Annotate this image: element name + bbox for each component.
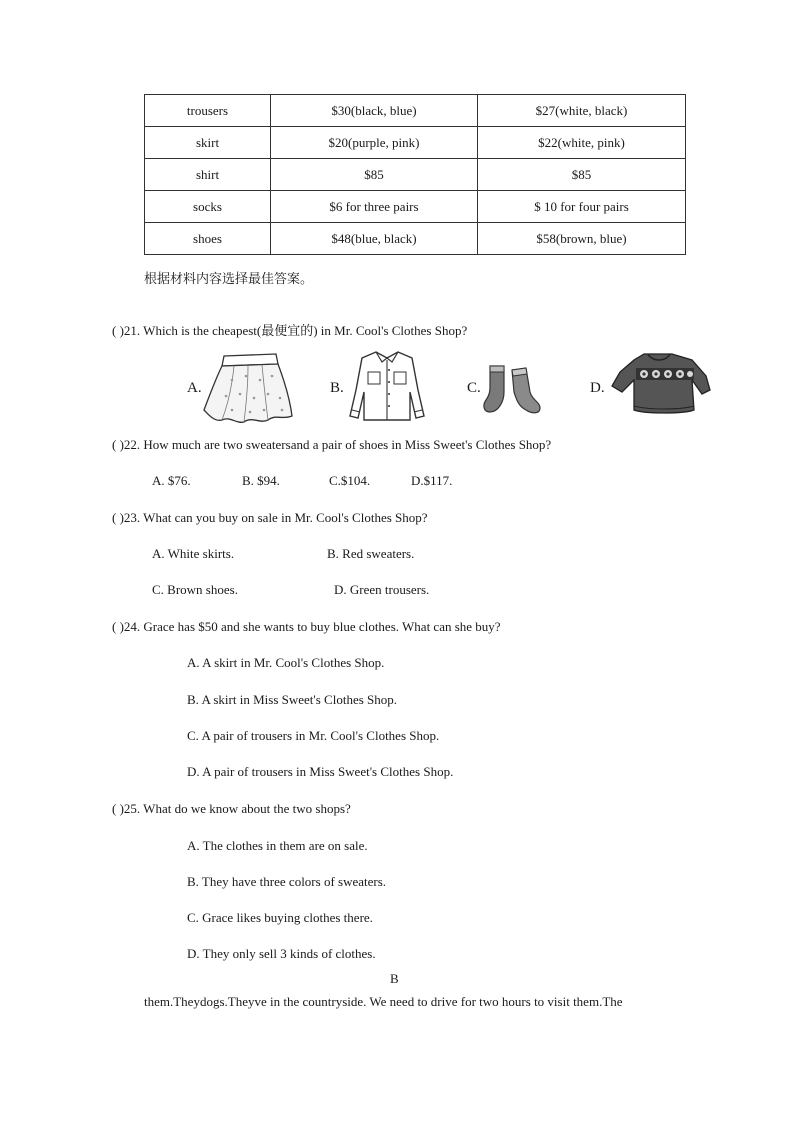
question-25: ( )25. What do we know about the two shops? [112, 801, 351, 816]
table-cell: $30(black, blue) [271, 95, 478, 127]
q24-option-a: A. A skirt in Mr. Cool's Clothes Shop. [187, 655, 385, 670]
q25-option-c: C. Grace likes buying clothes there. [187, 910, 373, 925]
q21-option-c-label: C. [467, 380, 481, 396]
table-cell: trousers [145, 95, 271, 127]
table-cell: shoes [145, 223, 271, 255]
sweater-icon [608, 350, 712, 418]
table-row [145, 223, 686, 255]
table-row [145, 127, 686, 159]
table-row [145, 159, 686, 191]
question-21: ( )21. Which is the cheapest(最便宜的) in Mr. Cool's Clothes Shop? [112, 323, 468, 338]
question-23: ( )23. What can you buy on sale in Mr. Cool's Clothes Shop? [112, 510, 428, 525]
question-22: ( )22. How much are two sweatersand a pair of shoes in Miss Sweet's Clothes Shop? [112, 437, 552, 452]
q23-option-c: C. Brown shoes. [152, 582, 238, 597]
table-cell: $20(purple, pink) [271, 127, 478, 159]
table-cell: $58(brown, blue) [478, 223, 686, 255]
q25-option-d: D. They only sell 3 kinds of clothes. [187, 946, 376, 961]
q24-option-d: D. A pair of trousers in Miss Sweet's Clothes Shop. [187, 764, 454, 779]
question-24: ( )24. Grace has $50 and she wants to buy blue clothes. What can she buy? [112, 619, 501, 634]
table-cell: skirt [145, 127, 271, 159]
q24-option-c: C. A pair of trousers in Mr. Cool's Clothes Shop. [187, 728, 440, 743]
section-b-text: them.Theydogs.Theyve in the countryside. We need to drive for two hours to visit them.The [144, 994, 623, 1009]
table-cell: $85 [478, 159, 686, 191]
shirt-icon [346, 348, 428, 422]
q21-option-a-label: A. [187, 380, 202, 396]
table-cell: $85 [271, 159, 478, 191]
q25-option-a: A. The clothes in them are on sale. [187, 838, 368, 853]
section-b-heading: B [390, 971, 399, 986]
q24-option-b: B. A skirt in Miss Sweet's Clothes Shop. [187, 692, 398, 707]
q22-option-a: A. $76. [152, 473, 191, 488]
instruction-text: 根据材料内容选择最佳答案。 [144, 272, 314, 287]
table-cell: shirt [145, 159, 271, 191]
price-table [144, 94, 686, 255]
table-cell: $48(blue, black) [271, 223, 478, 255]
q22-option-b: B. $94. [242, 473, 280, 488]
table-row [145, 95, 686, 127]
table-cell: socks [145, 191, 271, 223]
skirt-icon [202, 350, 294, 426]
q23-option-d: D. Green trousers. [334, 582, 430, 597]
table-cell: $ 10 for four pairs [478, 191, 686, 223]
table-row [145, 191, 686, 223]
q22-option-c: C.$104. [329, 473, 371, 488]
q21-option-b-label: B. [330, 380, 344, 396]
table-cell: $6 for three pairs [271, 191, 478, 223]
q21-option-d-label: D. [590, 380, 605, 396]
table-cell: $27(white, black) [478, 95, 686, 127]
q23-option-b: B. Red sweaters. [327, 546, 415, 561]
socks-icon [482, 362, 544, 416]
q22-option-d: D.$117. [411, 473, 453, 488]
table-cell: $22(white, pink) [478, 127, 686, 159]
q25-option-b: B. They have three colors of sweaters. [187, 874, 387, 889]
q23-option-a: A. White skirts. [152, 546, 235, 561]
